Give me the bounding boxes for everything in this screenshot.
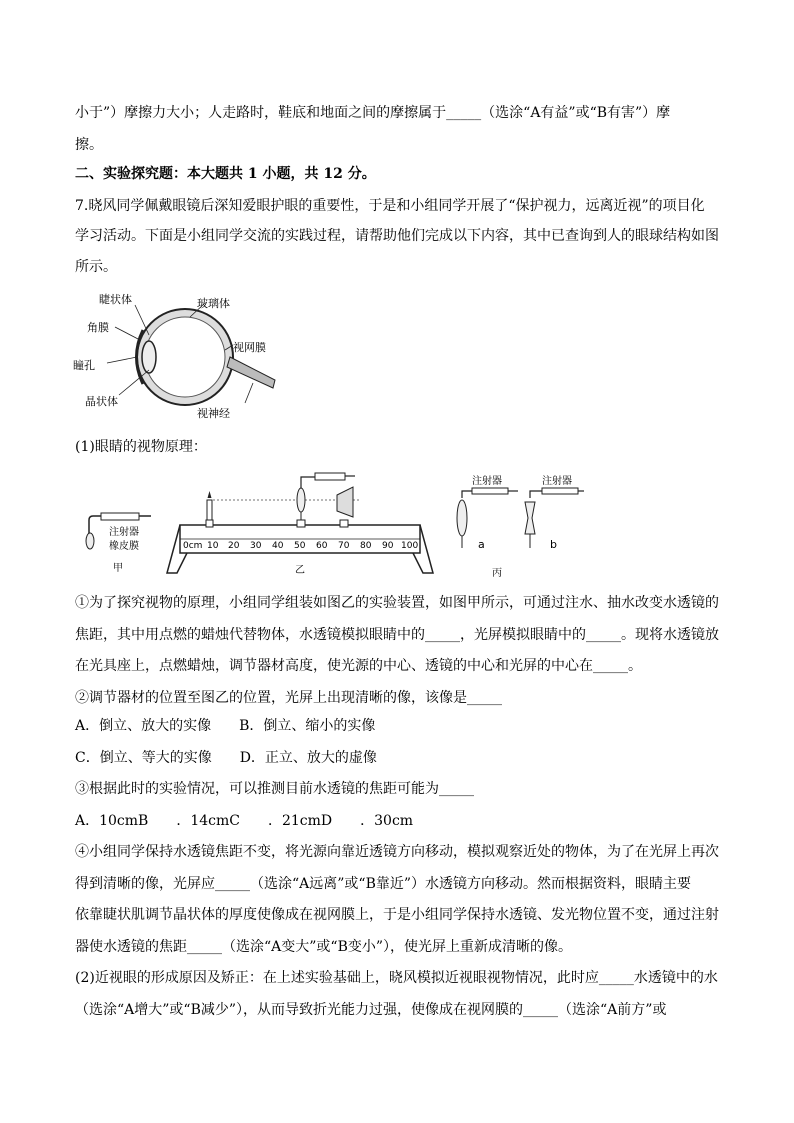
ruler-tick-10: 10 [207,541,219,551]
bing-b-label: b [550,538,557,551]
jia-film-label: 橡皮膜 [109,541,139,552]
ruler-tick-100: 100 [401,541,419,551]
subq-1-4-line-2: 得到清晰的像，光屏应_____（选涂“A远离”或“B靠近”）水透镜方向移动。然而根据资料，眼睛主要 [75,876,692,892]
eye-diagram [73,285,285,425]
section-heading: 二、实验探究题：本大题共 1 小题，共 12 分。 [75,166,376,182]
subq-1-4-line-3: 依靠睫状肌调节晶状体的厚度使像成在视网膜上，于是小组同学保持水透镜、发光物位置不变，通过注射 [75,907,719,923]
ruler-tick-90: 90 [382,541,394,551]
question-7-line-2: 学习活动。下面是小组同学交流的实践过程，请帮助他们完成以下内容，其中已查询到人的眼球结构如图 [75,228,719,244]
subq-1-1-line-2: 焦距，其中用点燃的蜡烛代替物体，水透镜模拟眼睛中的_____，光屏模拟眼睛中的_____。现将水透镜放 [75,627,719,643]
bing-syringe-b-label: 注射器 [542,476,572,487]
text-line-1: 小于”）摩擦力大小；人走路时，鞋底和地面之间的摩擦属于_____（选涂“A有益”或“B有害”）摩 [75,105,671,121]
subquestion-1-heading: (1)眼睛的视物原理： [75,439,207,455]
label-ciliary: 睫状体 [99,293,132,306]
bing-a-label: a [478,538,485,551]
label-cornea: 角膜 [87,321,109,334]
bing-syringe-a-label: 注射器 [472,476,502,487]
ruler-tick-50: 50 [294,541,306,551]
label-optic-nerve: 视神经 [197,407,230,420]
subq-1-1-line-1: ①为了探究视物的原理，小组同学组装如图乙的实验装置，如图甲所示，可通过注水、抽水改变水透镜的 [75,595,719,611]
subq-2-line-2: （选涂“A增大”或“B减少”），从而导致折光能力过强，使像成在视网膜的_____（选涂“A前方”或 [75,1002,667,1018]
question-7-line-1: 7.晓风同学佩戴眼镜后深知爱眼护眼的重要性，于是和小组同学开展了“保护视力，远离近视”的项目化 [75,198,705,214]
ruler-tick-80: 80 [360,541,372,551]
choice-a-b: A．倒立、放大的实像 B．倒立、缩小的实像 [75,718,376,734]
label-retina: 视网膜 [233,341,266,354]
jia-caption: 甲 [113,563,123,574]
ruler-tick-70: 70 [338,541,350,551]
subq-1-4-line-4: 器使水透镜的焦距_____（选涂“A变大”或“B变小”），使光屏上重新成清晰的像。 [75,939,573,955]
subq-2-line-1: (2)近视眼的形成原因及矫正：在上述实验基础上，晓风模拟近视眼视物情况，此时应_____水透镜中的水 [75,970,718,986]
ruler-tick-20: 20 [228,541,240,551]
subq-1-3-line: ③根据此时的实验情况，可以推测目前水透镜的焦距可能为_____ [75,781,474,797]
subq-1-2-line: ②调节器材的位置至图乙的位置，光屏上出现清晰的像，该像是_____ [75,690,502,706]
figure-bing [450,468,585,580]
choice-c-d: C．倒立、等大的实像 D．正立、放大的虚像 [75,750,377,766]
focal-choices: A．10cmB ．14cmC ．21cmD ．30cm [75,813,414,829]
label-lens: 晶状体 [85,395,118,408]
ruler-tick-0: 0cm [183,541,203,551]
figure-jia [85,505,155,575]
ruler-tick-40: 40 [272,541,284,551]
subq-1-4-line-1: ④小组同学保持水透镜焦距不变，将光源向靠近透镜方向移动，模拟观察近处的物体，为了在光屏上再次 [75,844,719,860]
text-line-2: 擦。 [75,137,103,153]
bing-caption: 丙 [492,568,502,579]
ruler-tick-60: 60 [316,541,328,551]
subq-1-1-line-3: 在光具座上，点燃蜡烛，调节器材高度，使光源的中心、透镜的中心和光屏的中心在_____。 [75,658,642,674]
label-pupil: 瞳孔 [73,359,95,372]
jia-syringe-label: 注射器 [109,527,139,538]
label-vitreous: 玻璃体 [197,297,230,310]
question-7-line-3: 所示。 [75,259,117,275]
figure-yi [165,465,440,580]
ruler-tick-30: 30 [250,541,262,551]
yi-caption: 乙 [295,565,305,576]
